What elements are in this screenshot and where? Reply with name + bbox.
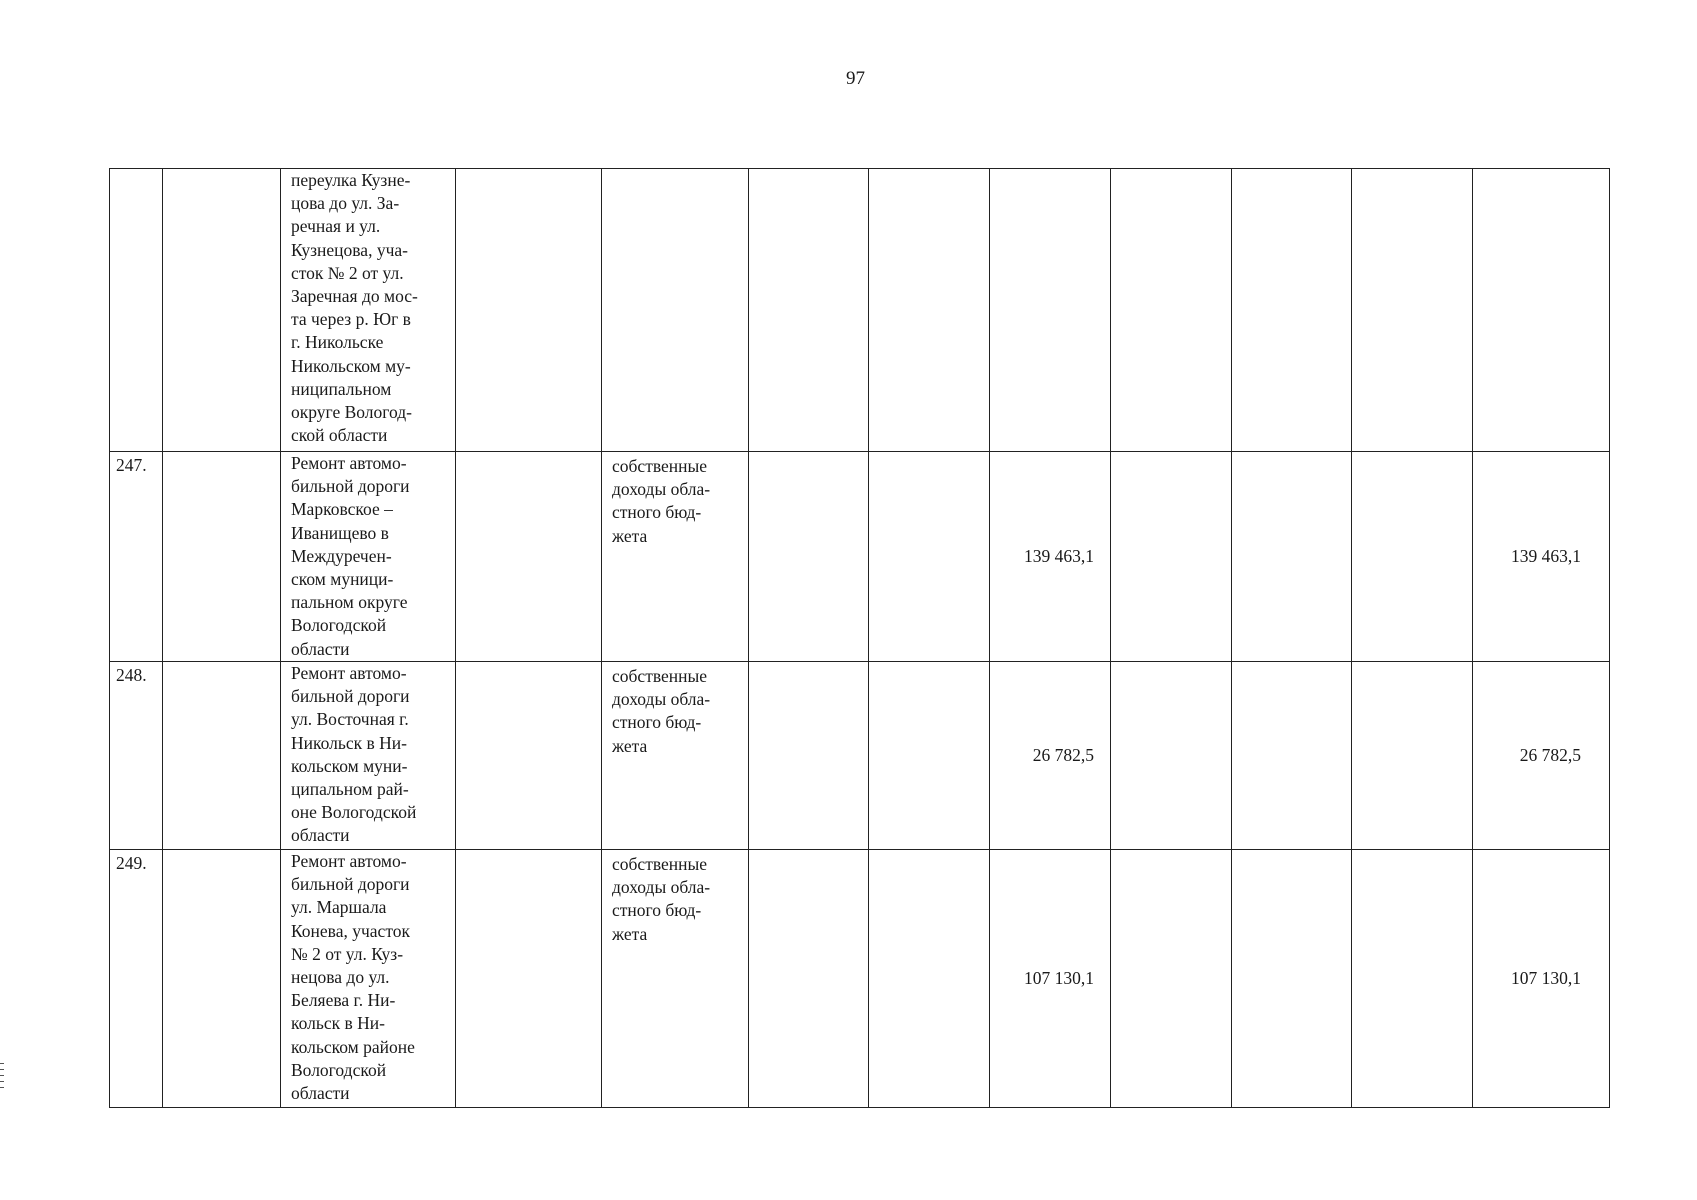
object-name-line: бильной дороги: [291, 476, 410, 497]
total-cell: [1473, 452, 1610, 662]
empty-cell: [456, 169, 602, 452]
empty-cell: [456, 850, 602, 1108]
object-name-line: области: [291, 638, 350, 659]
funding-source-line: доходы обла-: [612, 877, 711, 898]
row-number: 249.: [116, 853, 147, 873]
object-name-line: сток № 2 от ул.: [291, 262, 404, 283]
amount-value: 107 130,1: [1024, 967, 1094, 988]
object-name-line: Вологодской: [291, 615, 387, 636]
table-row: [110, 169, 1610, 452]
object-name-line: Конева, участок: [291, 920, 410, 941]
object-name-line: Никольск в Ни-: [291, 732, 407, 753]
empty-cell: [869, 169, 990, 452]
object-name-line: г. Никольске: [291, 332, 384, 353]
object-name-line: кольском районе: [291, 1036, 415, 1057]
empty-cell: [1352, 662, 1473, 850]
row-number-cell: [110, 662, 163, 850]
object-name-line: бильной дороги: [291, 874, 410, 895]
object-name-line: кольском муни-: [291, 755, 408, 776]
object-name-line: Вологодской: [291, 1059, 387, 1080]
object-name-line: ниципальном: [291, 378, 392, 399]
total-value: 26 782,5: [1519, 744, 1581, 765]
total-value: 107 130,1: [1511, 967, 1581, 988]
empty-cell: [1232, 452, 1352, 662]
object-name-line: области: [291, 1083, 350, 1104]
empty-cell: [749, 662, 869, 850]
empty-cell: [1111, 662, 1232, 850]
object-name-line: Заречная до мос-: [291, 286, 418, 307]
funding-source-line: собственные: [612, 456, 708, 476]
funding-source-line: жета: [612, 735, 648, 756]
object-name-cell: [281, 850, 456, 1108]
empty-cell: [1111, 452, 1232, 662]
object-name-line: Междуречен-: [291, 545, 392, 566]
object-name-line: та через р. Юг в: [291, 309, 411, 330]
row-number: 247.: [116, 455, 147, 475]
row-number: 248.: [116, 665, 147, 685]
object-name-line: области: [291, 825, 350, 846]
funding-source-line: собственные: [612, 854, 708, 874]
funding-source-cell: [602, 452, 749, 662]
object-name-line: нецова до ул.: [291, 967, 390, 988]
object-name-line: Иванищево в: [291, 522, 389, 543]
total-cell: [1473, 169, 1610, 452]
amount-cell: [990, 169, 1111, 452]
empty-cell: [1232, 662, 1352, 850]
empty-cell: [163, 169, 281, 452]
empty-cell: [456, 452, 602, 662]
object-name-line: ул. Маршала: [291, 897, 387, 918]
empty-cell: [749, 850, 869, 1108]
table-row: [110, 452, 1610, 662]
total-cell: [1473, 850, 1610, 1108]
object-name-line: округе Вологод-: [291, 402, 413, 423]
object-name-line: пальном округе: [291, 592, 408, 613]
empty-cell: [869, 850, 990, 1108]
object-name-line: № 2 от ул. Куз-: [291, 943, 404, 964]
page-number: 97: [846, 68, 865, 89]
object-name-line: кольск в Ни-: [291, 1013, 385, 1034]
empty-cell: [749, 169, 869, 452]
empty-cell: [869, 452, 990, 662]
total-cell: [1473, 662, 1610, 850]
empty-cell: [1232, 850, 1352, 1108]
funding-source-line: доходы обла-: [612, 479, 711, 500]
funding-source-line: жета: [612, 923, 648, 944]
empty-cell: [869, 662, 990, 850]
object-name-line: Ремонт автомо-: [291, 851, 407, 871]
object-name-line: Никольском му-: [291, 355, 411, 376]
funding-source-line: жета: [612, 525, 648, 546]
row-number-cell: [110, 850, 163, 1108]
row-number-cell: [110, 169, 163, 452]
object-name-line: ском муници-: [291, 569, 394, 590]
object-name-cell: [281, 662, 456, 850]
row-number-cell: [110, 452, 163, 662]
object-name-line: Ремонт автомо-: [291, 453, 407, 473]
funding-source-cell: [602, 850, 749, 1108]
funding-source-cell: [602, 662, 749, 850]
empty-cell: [1232, 169, 1352, 452]
object-name-line: речная и ул.: [291, 216, 381, 237]
funding-source-line: стного бюд-: [612, 900, 702, 921]
amount-cell: [990, 662, 1111, 850]
funding-source-line: стного бюд-: [612, 502, 702, 523]
amount-value: 26 782,5: [1032, 744, 1094, 765]
funding-source-line: стного бюд-: [612, 712, 702, 733]
table-row: [110, 662, 1610, 850]
object-name-line: Беляева г. Ни-: [291, 990, 396, 1011]
object-name-line: Кузнецова, уча-: [291, 239, 408, 260]
budget-table: [109, 168, 1610, 1108]
empty-cell: [163, 850, 281, 1108]
object-name-line: ской области: [291, 425, 388, 446]
empty-cell: [1352, 169, 1473, 452]
empty-cell: [749, 452, 869, 662]
empty-cell: [1111, 169, 1232, 452]
object-name-line: ципальном рай-: [291, 779, 409, 800]
empty-cell: [456, 662, 602, 850]
object-name-cell: [281, 452, 456, 662]
amount-value: 139 463,1: [1024, 545, 1094, 566]
object-name-line: переулка Кузне-: [291, 170, 411, 190]
empty-cell: [1352, 850, 1473, 1108]
amount-cell: [990, 850, 1111, 1108]
empty-cell: [1111, 850, 1232, 1108]
table-row: [110, 850, 1610, 1108]
funding-source-line: собственные: [612, 666, 708, 686]
object-name-line: цова до ул. За-: [291, 193, 400, 214]
empty-cell: [163, 452, 281, 662]
object-name-line: Марковское –: [291, 499, 393, 520]
funding-source-line: доходы обла-: [612, 689, 711, 710]
object-name-line: ул. Восточная г.: [291, 709, 409, 730]
object-name-line: Ремонт автомо-: [291, 663, 407, 683]
amount-cell: [990, 452, 1111, 662]
object-name-line: оне Вологодской: [291, 802, 417, 823]
object-name-cell: [281, 169, 456, 452]
total-value: 139 463,1: [1511, 545, 1581, 566]
empty-cell: [163, 662, 281, 850]
scan-margin-marks: [0, 1063, 4, 1093]
empty-cell: [1352, 452, 1473, 662]
object-name-line: бильной дороги: [291, 686, 410, 707]
funding-source-cell: [602, 169, 749, 452]
